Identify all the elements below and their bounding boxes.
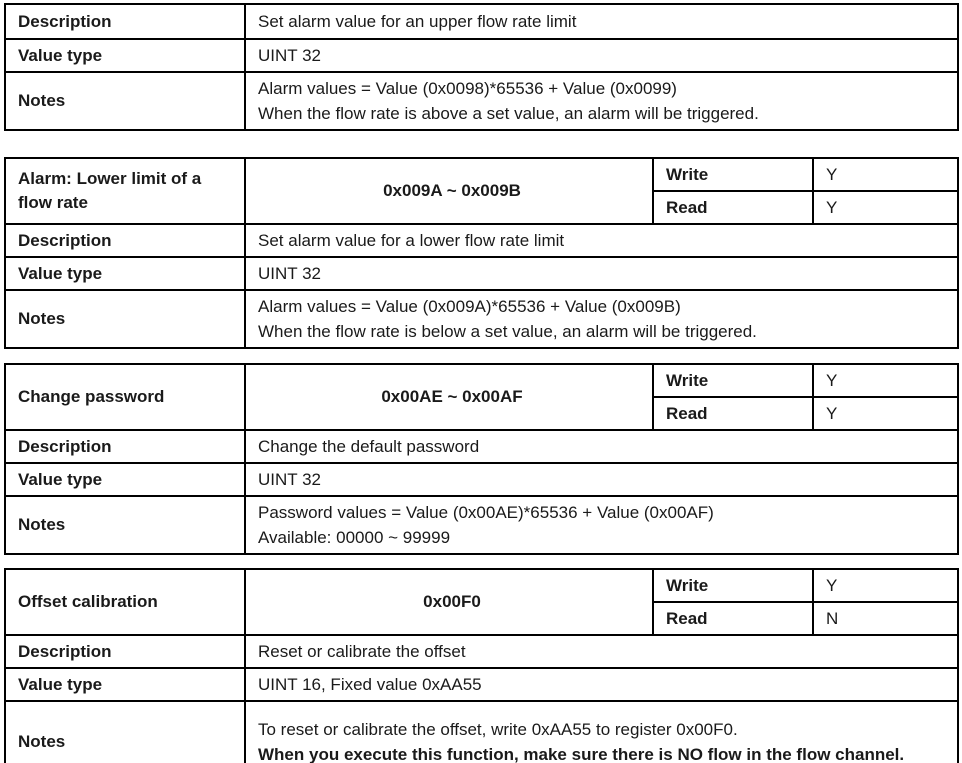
field-value-description: Set alarm value for a lower flow rate limit: [245, 224, 958, 257]
note-line: Alarm values = Value (0x009A)*65536 + Value (0x009B): [258, 297, 681, 316]
write-value: Y: [813, 569, 958, 602]
field-value-notes: [245, 496, 958, 554]
note-line: Password values = Value (0x00AE)*65536 + Value (0x00AF): [258, 503, 714, 522]
read-label: Read: [653, 191, 813, 224]
field-value-value-type: UINT 32: [245, 463, 958, 496]
register-table-lower-limit: [4, 157, 959, 349]
field-label-description: Description: [5, 430, 245, 463]
field-label-notes: Notes: [5, 72, 245, 130]
field-value-notes: [245, 72, 958, 130]
field-label-description: Description: [5, 4, 245, 39]
register-table-change-password: [4, 363, 959, 555]
note-line: Available: 00000 ~ 99999: [258, 528, 451, 547]
read-value: Y: [813, 397, 958, 430]
field-value-value-type: UINT 32: [245, 39, 958, 72]
field-value-value-type: UINT 16, Fixed value 0xAA55: [245, 668, 958, 701]
field-label-notes: Notes: [5, 496, 245, 554]
field-value-notes: [245, 290, 958, 348]
note-line: When the flow rate is above a set value, an alarm will be triggered.: [258, 104, 759, 123]
read-value: N: [813, 602, 958, 635]
register-address: 0x009A ~ 0x009B: [245, 158, 653, 224]
register-name: Offset calibration: [5, 569, 245, 635]
register-table-upper-limit: [4, 3, 959, 131]
register-address: 0x00AE ~ 0x00AF: [245, 364, 653, 430]
field-label-description: Description: [5, 224, 245, 257]
field-label-value-type: Value type: [5, 668, 245, 701]
field-label-value-type: Value type: [5, 39, 245, 72]
read-value: Y: [813, 191, 958, 224]
register-address: 0x00F0: [245, 569, 653, 635]
field-label-notes: Notes: [5, 701, 245, 763]
note-line: Alarm values = Value (0x0098)*65536 + Value (0x0099): [258, 79, 677, 98]
read-label: Read: [653, 602, 813, 635]
note-line: To reset or calibrate the offset, write 0xAA55 to register 0x00F0.: [258, 720, 738, 739]
field-value-notes: [245, 701, 958, 763]
field-label-notes: Notes: [5, 290, 245, 348]
write-value: Y: [813, 158, 958, 191]
write-label: Write: [653, 364, 813, 397]
write-value: Y: [813, 364, 958, 397]
field-value-description: Change the default password: [245, 430, 958, 463]
field-label-value-type: Value type: [5, 257, 245, 290]
field-value-description: Set alarm value for an upper flow rate limit: [245, 4, 958, 39]
register-name: Alarm: Lower limit of a flow rate: [5, 158, 245, 224]
register-table-offset-calibration: [4, 568, 959, 763]
field-value-description: Reset or calibrate the offset: [245, 635, 958, 668]
field-value-value-type: UINT 32: [245, 257, 958, 290]
write-label: Write: [653, 158, 813, 191]
read-label: Read: [653, 397, 813, 430]
note-line: When the flow rate is below a set value, an alarm will be triggered.: [258, 322, 757, 341]
note-line-emphasis: When you execute this function, make sure there is NO flow in the flow channel.: [258, 745, 905, 763]
field-label-description: Description: [5, 635, 245, 668]
register-name: Change password: [5, 364, 245, 430]
write-label: Write: [653, 569, 813, 602]
field-label-value-type: Value type: [5, 463, 245, 496]
